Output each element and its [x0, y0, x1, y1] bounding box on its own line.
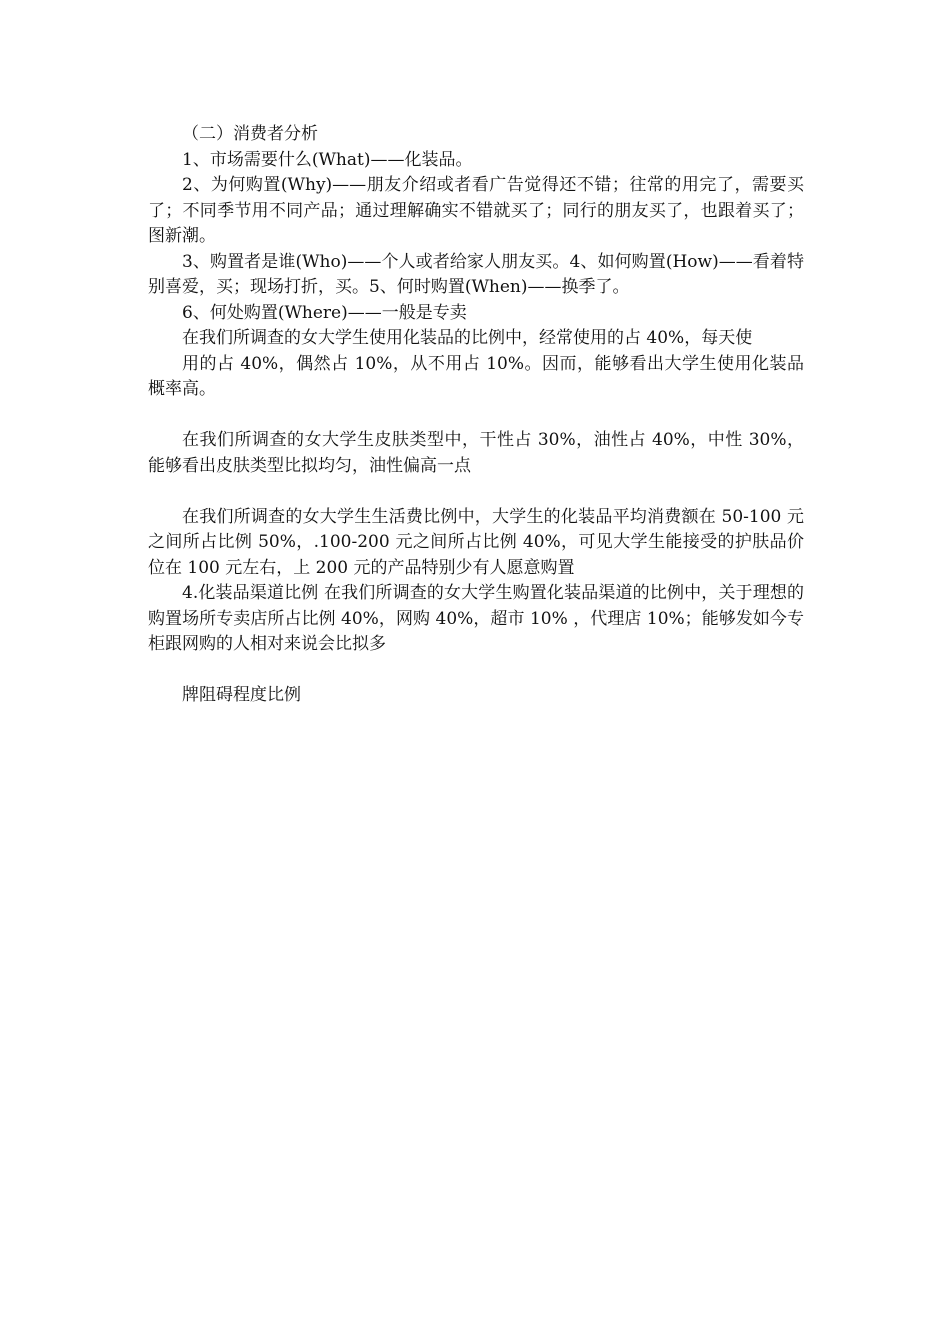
paragraph-why: 2、为何购置(Why)——朋友介绍或者看广告觉得还不错；往常的用完了，需要买了；不同季节用不同产品；通过理解确实不错就买了；同行的朋友买了，也跟着买了；图新潮。: [148, 175, 804, 246]
paragraph-usage-ratio-cont: 用的占 40%，偶然占 10%，从不用占 10%。因而，能够看出大学生使用化装品概率高。: [148, 353, 804, 399]
paragraph-usage-ratio: 在我们所调查的女大学生使用化装品的比例中，经常使用的占 40%，每天使: [182, 328, 753, 348]
paragraph-gap: [148, 479, 804, 505]
paragraph-gap: [148, 403, 804, 429]
paragraph-skin-type: 在我们所调查的女大学生皮肤类型中，干性占 30%，油性占 40%，中性 30%，能够看出皮肤类型比拟均匀，油性偏高一点: [148, 430, 804, 476]
paragraph-gap: [148, 658, 804, 684]
paragraph-who-how-when: 3、购置者是谁(Who)——个人或者给家人朋友买。4、如何购置(How)——看着特别喜爱，买；现场打折，买。5、何时购置(When)——换季了。: [148, 251, 804, 297]
document-body: [148, 122, 804, 709]
paragraph-what: 1、市场需要什么(What)——化装品。: [182, 149, 473, 170]
paragraph-brand-influence: 牌阻碍程度比例: [182, 685, 301, 705]
paragraph-living-expense: 在我们所调查的女大学生生活费比例中，大学生的化装品平均消费额在 50-100 元之间所占比例 50%，.100-200 元之间所占比例 40%，可见大学生能接受的护肤品价位在 100 元左右，上 200 元的产品特别少有人愿意购置: [148, 506, 804, 578]
paragraph-where: 6、何处购置(Where)——一般是专卖: [182, 302, 467, 323]
section-heading: （二）消费者分析: [182, 124, 318, 144]
paragraph-purchase-channel: 4.化装品渠道比例 在我们所调查的女大学生购置化装品渠道的比例中，关于理想的购置场所专卖店所占比例 40%，网购 40%，超市 10% ，代理店 10%；能够发如今专柜跟网购的人相对来说会比拟多: [148, 583, 804, 654]
